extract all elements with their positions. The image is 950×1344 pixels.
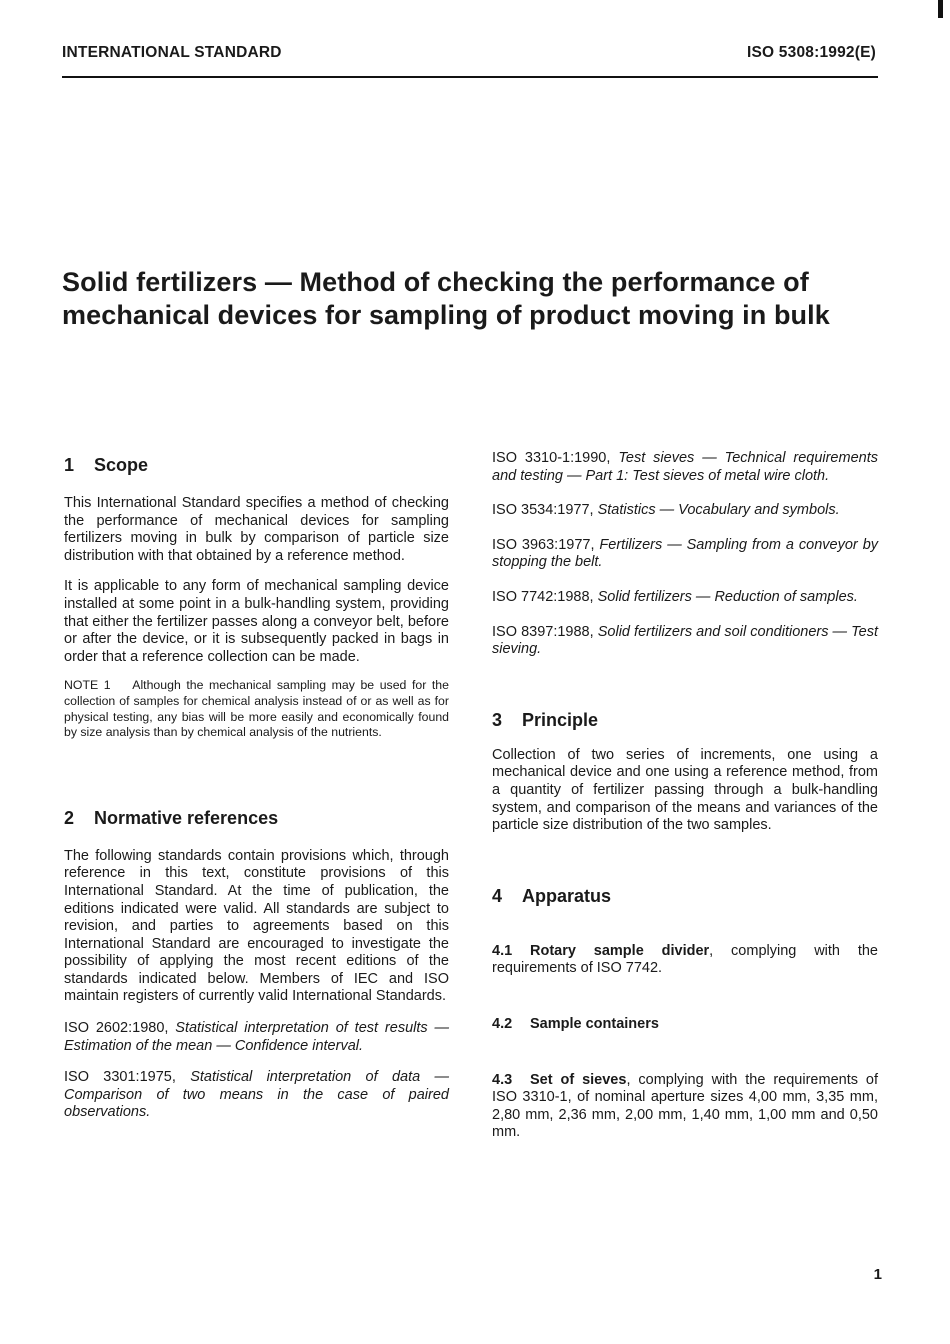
apparatus-title: Apparatus bbox=[522, 885, 612, 906]
reference-title: Statistical interpretation of test results — Estimation of the mean — Confidence interval. bbox=[64, 1020, 450, 1054]
page-header bbox=[62, 44, 876, 66]
scope-paragraph-2: It is applicable to any form of mechanical sampling device installed at some point in a bulk-handling system, providing that either the fertilizer passes along a conveyor belt, before or after the device, or it is subsequently packed in bags in order that a reference collection can be made. bbox=[64, 578, 449, 665]
normative-title: Normative references bbox=[94, 807, 279, 828]
scope-heading bbox=[64, 454, 449, 476]
apparatus-item-text: , complying with the requirements of ISO 3310-1, of nominal aperture sizes 4,00 mm, 3,35 mm, 2,80 mm, 2,36 mm, 2,00 mm, 1,40 mm, 1,00 mm and 0,50 mm. bbox=[492, 1071, 878, 1141]
principle-heading bbox=[492, 709, 878, 731]
apparatus-item-name: Rotary sample divider bbox=[530, 942, 710, 959]
reference-code: ISO 8397:1988, bbox=[492, 623, 594, 640]
scope-paragraph-1: This International Standard specifies a method of checking the performance of mechanical devices for sampling fertilizers moving in bulk by comparison of particle size distribution with that obtained by a reference method. bbox=[64, 495, 449, 564]
apparatus-item-number: 4.3 bbox=[492, 1071, 513, 1088]
reference-item bbox=[492, 589, 878, 607]
reference-title: Solid fertilizers and soil conditioners — Test sieving. bbox=[492, 623, 878, 658]
normative-heading bbox=[64, 807, 449, 829]
header-rule bbox=[62, 76, 878, 78]
right-column bbox=[492, 450, 878, 1142]
header-standard-number: ISO 5308:1992(E) bbox=[747, 44, 876, 61]
scope-number: 1 bbox=[64, 455, 75, 475]
reference-item bbox=[64, 1069, 449, 1122]
apparatus-item-name: Set of sieves bbox=[530, 1071, 627, 1088]
normative-number: 2 bbox=[64, 807, 75, 828]
reference-item bbox=[492, 450, 878, 485]
reference-item bbox=[492, 537, 878, 572]
document-title: Solid fertilizers — Method of checking the performance of mechanical devices for sampling of product moving in bulk bbox=[62, 267, 830, 330]
reference-title: Fertilizers — Sampling from a conveyor by stopping the belt. bbox=[492, 536, 879, 571]
page-number: 1 bbox=[873, 1266, 882, 1283]
apparatus-number: 4 bbox=[492, 885, 503, 906]
principle-text: Collection of two series of increments, one using a mechanical device and one using a reference method, from a quantity of fertilizer passing through a bulk-handling system, and comparison of the means and variances of the particle size distribution of the two samples. bbox=[492, 746, 878, 834]
reference-code: ISO 3963:1977, bbox=[492, 536, 595, 553]
reference-item bbox=[64, 1020, 449, 1055]
reference-title: Solid fertilizers — Reduction of samples. bbox=[597, 588, 858, 605]
reference-code: ISO 3534:1977, bbox=[492, 502, 594, 519]
apparatus-item-number: 4.1 bbox=[492, 942, 513, 959]
reference-code: ISO 2602:1980, bbox=[64, 1020, 169, 1037]
normative-intro: The following standards contain provisions which, through reference in this text, constitute provisions of this International Standard. At the time of publication, the editions indicated were valid. All standards are subject to revision, and parties to agreements based on this International Standard are encouraged to investigate the possibility of applying the most recent editions of the standards indicated below. Members of IEC and ISO maintain registers of currently valid International Standards. bbox=[64, 847, 449, 1005]
principle-number: 3 bbox=[492, 709, 503, 730]
page-edge-mark bbox=[938, 0, 943, 18]
reference-title: Test sieves — Technical requirements and testing — Part 1: Test sieves of metal wire cloth. bbox=[492, 450, 878, 484]
reference-code: ISO 3310-1:1990, bbox=[492, 450, 611, 466]
scope-note: NOTE 1 Although the mechanical sampling may be used for the collection of samples for chemical analysis instead of or as well as for physical testing, any bias will be more easily and economically found by size analysis than by chemical analysis of the nutrients. bbox=[64, 678, 453, 740]
apparatus-item bbox=[492, 1072, 878, 1142]
apparatus-item bbox=[492, 1016, 878, 1034]
left-column bbox=[64, 450, 453, 1122]
apparatus-item bbox=[492, 943, 878, 978]
reference-item bbox=[492, 624, 878, 659]
apparatus-item-text: , complying with the requirements of ISO 7742. bbox=[492, 942, 879, 977]
apparatus-item-number: 4.2 bbox=[492, 1015, 513, 1032]
reference-code: ISO 7742:1988, bbox=[492, 588, 594, 605]
principle-title: Principle bbox=[522, 709, 599, 730]
header-document-type: INTERNATIONAL STANDARD bbox=[62, 44, 282, 61]
reference-item bbox=[492, 502, 878, 520]
scope-title: Scope bbox=[94, 455, 149, 475]
apparatus-item-name: Sample containers bbox=[530, 1015, 659, 1032]
apparatus-heading bbox=[492, 885, 878, 907]
reference-title: Statistical interpretation of data — Comparison of two means in the case of paired observations. bbox=[64, 1069, 449, 1121]
reference-title: Statistics — Vocabulary and symbols. bbox=[597, 502, 840, 519]
reference-code: ISO 3301:1975, bbox=[64, 1069, 176, 1086]
